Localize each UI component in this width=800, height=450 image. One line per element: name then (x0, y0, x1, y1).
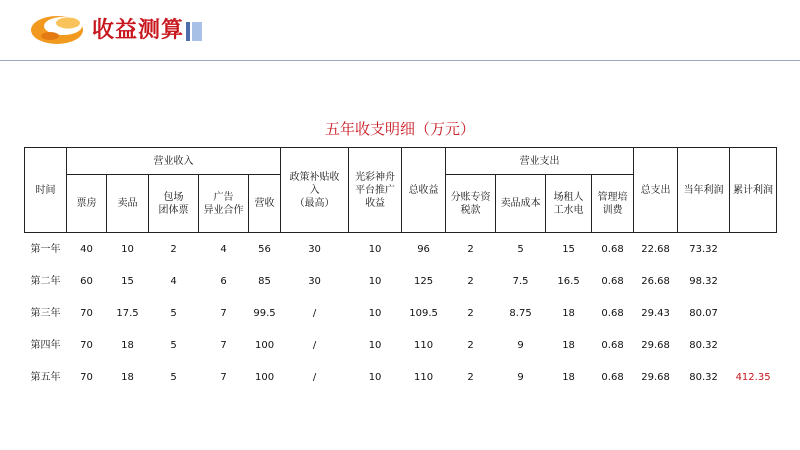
cell-subsidy: / (312, 307, 317, 319)
cell-cumulative-profit: 412.35 (735, 371, 771, 383)
cell-period: 第一年 (30, 243, 61, 255)
cell-goods-cost: 5 (517, 243, 524, 255)
cell-promotion: 10 (368, 275, 382, 287)
cell-goods-cost: 9 (517, 339, 524, 351)
cell-ads: 7 (220, 307, 227, 319)
cell-share-tax: 2 (467, 275, 474, 287)
cell-annual-profit: 80.07 (689, 307, 718, 319)
cell-ticket: 60 (80, 275, 93, 287)
header-period: 时间 (25, 148, 67, 233)
header-rent-utilities: 场租人 工水电 (546, 175, 592, 233)
cell-subsidy: 30 (308, 243, 321, 255)
cell-period: 第四年 (30, 339, 61, 351)
cell-total-income: 110 (414, 371, 434, 383)
cell-total-expense: 29.68 (641, 339, 670, 351)
header-promotion: 光彩神舟 平台推广 收益 (349, 148, 402, 233)
cell-subsidy: 30 (308, 275, 321, 287)
cell-group: 5 (170, 371, 177, 383)
cell-ads: 7 (220, 339, 227, 351)
cell-revenue: 100 (254, 371, 275, 383)
cell-total-expense: 29.43 (641, 307, 670, 319)
cell-mgmt: 0.68 (601, 275, 624, 287)
cell-promotion: 10 (368, 339, 382, 351)
cell-ticket: 70 (80, 371, 93, 383)
cell-ads: 6 (220, 275, 227, 287)
cell-total-expense: 22.68 (641, 243, 670, 255)
header-advertising: 广告 异业合作 (199, 175, 249, 233)
title-accent-bar-light (192, 22, 202, 41)
cell-concession: 17.5 (116, 307, 139, 319)
cell-share-tax: 2 (467, 307, 474, 319)
cell-annual-profit: 80.32 (689, 371, 718, 383)
cell-total-income: 125 (414, 275, 434, 287)
cell-rent: 18 (562, 339, 575, 351)
cell-period: 第三年 (30, 307, 61, 319)
cell-promotion: 10 (368, 371, 382, 383)
cell-annual-profit: 80.32 (689, 339, 718, 351)
header-revenue-share-tax: 分账专资 税款 (446, 175, 496, 233)
header-concession-cost: 卖品成本 (496, 175, 546, 233)
cell-total-expense: 26.68 (641, 275, 670, 287)
header-operating-expense: 营业支出 (446, 148, 634, 175)
title-accent-bar-dark (186, 22, 190, 41)
cell-cumulative-profit (730, 297, 777, 329)
table-row (25, 233, 777, 266)
header-annual-profit: 当年利润 (678, 148, 730, 233)
table-row (25, 329, 777, 361)
cell-mgmt: 0.68 (601, 307, 624, 319)
cell-mgmt: 0.68 (601, 371, 624, 383)
table-title: 五年收支明细（万元） (324, 120, 475, 138)
header-divider (0, 60, 800, 61)
cell-revenue: 100 (254, 339, 275, 351)
cell-goods-cost: 8.75 (509, 307, 532, 319)
cell-rent: 16.5 (557, 275, 580, 287)
cell-concession: 18 (121, 339, 134, 351)
cell-period: 第五年 (30, 371, 61, 383)
cell-promotion: 10 (368, 307, 382, 319)
header-total-income: 总收益 (402, 148, 446, 233)
cell-subsidy: / (312, 339, 317, 351)
cell-goods-cost: 7.5 (512, 275, 529, 287)
table-row (25, 297, 777, 329)
cell-total-income: 110 (414, 339, 434, 351)
cell-share-tax: 2 (467, 243, 474, 255)
cell-annual-profit: 98.32 (689, 275, 718, 287)
cell-cumulative-profit (730, 329, 777, 361)
cell-period: 第二年 (30, 275, 61, 287)
cell-subsidy: / (312, 371, 317, 383)
cell-share-tax: 2 (467, 371, 474, 383)
cell-total-expense: 29.68 (641, 371, 670, 383)
cell-rent: 18 (562, 371, 575, 383)
cell-promotion: 10 (368, 243, 382, 255)
cell-mgmt: 0.68 (601, 339, 624, 351)
header-group-booking: 包场 团体票 (149, 175, 199, 233)
cell-concession: 18 (121, 371, 134, 383)
cell-ticket: 70 (80, 339, 93, 351)
cell-cumulative-profit (730, 233, 777, 266)
five-year-income-expense-table (24, 147, 777, 393)
cell-group: 5 (170, 339, 177, 351)
cell-total-income: 109.5 (409, 307, 438, 319)
cell-goods-cost: 9 (517, 371, 524, 383)
cell-concession: 15 (121, 275, 134, 287)
cell-mgmt: 0.68 (601, 243, 624, 255)
cell-revenue: 99.5 (253, 307, 276, 319)
header-total-expense: 总支出 (634, 148, 678, 233)
cell-rent: 18 (562, 307, 575, 319)
cell-total-income: 96 (417, 243, 430, 255)
cell-ticket: 40 (80, 243, 93, 255)
table-row (25, 361, 777, 393)
cell-revenue: 56 (258, 243, 271, 255)
header-revenue: 营收 (249, 175, 281, 233)
cell-revenue: 85 (258, 275, 271, 287)
cell-annual-profit: 73.32 (689, 243, 718, 255)
cell-rent: 15 (562, 243, 575, 255)
header-concession: 卖品 (107, 175, 149, 233)
slide-header (0, 0, 800, 60)
header-subsidy: 政策补贴收 入 （最高） (281, 148, 349, 233)
header-management-fee: 管理培 训费 (592, 175, 634, 233)
cell-concession: 10 (121, 243, 134, 255)
cell-cumulative-profit (730, 265, 777, 297)
header-ticket: 票房 (67, 175, 107, 233)
hunan-tv-logo-icon (30, 12, 88, 46)
header-operating-income: 营业收入 (67, 148, 281, 175)
cell-share-tax: 2 (467, 339, 474, 351)
cell-group: 4 (170, 275, 177, 287)
cell-group: 5 (170, 307, 177, 319)
page-title: 收益测算 (92, 18, 185, 43)
header-cumulative-profit: 累计利润 (730, 148, 777, 233)
cell-ads: 4 (220, 243, 227, 255)
cell-ticket: 70 (80, 307, 93, 319)
cell-group: 2 (170, 243, 177, 255)
table-row (25, 265, 777, 297)
cell-ads: 7 (220, 371, 227, 383)
